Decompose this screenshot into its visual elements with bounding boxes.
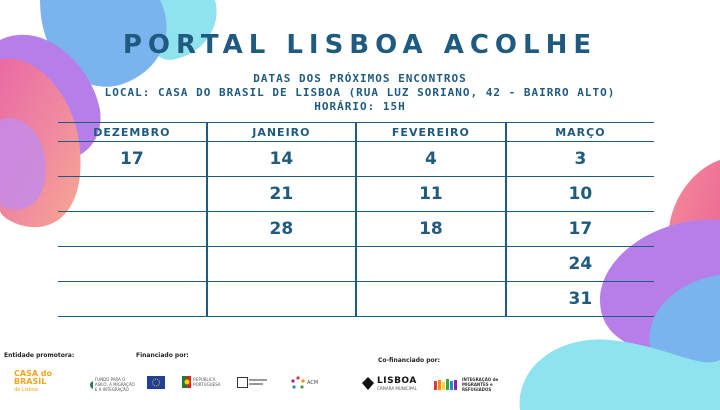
table-row xyxy=(58,247,654,282)
integracao-logo: INTEGRAÇÃO de MIGRANTES e REFUGIADOS xyxy=(434,377,508,392)
table-row xyxy=(58,282,654,317)
casa-logo-line1: CASA do xyxy=(14,369,53,378)
casa-logo-line3: de Lisboa xyxy=(14,387,38,393)
table-row xyxy=(58,177,654,212)
schedule-time: HORÁRIO: 15H xyxy=(314,100,406,113)
cofunded-by-label: Co-financiado por: xyxy=(378,357,440,364)
month-header-march: MARÇO xyxy=(506,123,654,142)
date-cell: 17 xyxy=(58,142,207,177)
casa-do-brasil-logo xyxy=(14,370,64,394)
date-cell xyxy=(356,247,506,282)
date-cell: 3 xyxy=(506,142,654,177)
month-header-december: DEZEMBRO xyxy=(58,123,207,142)
meeting-dates-table xyxy=(58,122,654,317)
governo-logo xyxy=(237,377,267,389)
meetings-heading: DATAS DOS PRÓXIMOS ENCONTROS xyxy=(253,72,467,85)
date-cell: 14 xyxy=(207,142,356,177)
republica-portuguesa-logo: REPÚBLICA PORTUGUESA xyxy=(182,376,232,388)
lisboa-icon xyxy=(362,377,374,390)
date-cell xyxy=(58,177,207,212)
month-header-row xyxy=(58,123,654,142)
date-cell: 21 xyxy=(207,177,356,212)
table-row xyxy=(58,212,654,247)
month-header-january: JANEIRO xyxy=(207,123,356,142)
month-header-february: FEVEREIRO xyxy=(356,123,506,142)
date-cell: 31 xyxy=(506,282,654,317)
date-cell xyxy=(356,282,506,317)
promoter-label: Entidade promotora: xyxy=(4,352,75,359)
funded-by-label: Financiado por: xyxy=(136,352,189,359)
integracao-icon xyxy=(434,379,460,391)
date-cell xyxy=(207,247,356,282)
eu-flag-icon xyxy=(147,376,165,389)
republica-icon xyxy=(182,376,191,388)
page-title: PORTAL LISBOA ACOLHE xyxy=(122,30,598,60)
date-cell: 10 xyxy=(506,177,654,212)
governo-icon xyxy=(237,377,267,389)
fami-icon xyxy=(88,380,93,390)
lisboa-logo: LISBOA CÂMARA MUNICIPAL xyxy=(362,376,417,391)
location-line: LOCAL: CASA DO BRASIL DE LISBOA (RUA LUZ SORIANO, 42 - BAIRRO ALTO) xyxy=(104,86,616,99)
date-cell: 28 xyxy=(207,212,356,247)
acm-logo: ACM xyxy=(291,376,318,390)
casa-logo-line2: BRASIL xyxy=(14,377,47,386)
date-cell xyxy=(58,212,207,247)
date-cell: 17 xyxy=(506,212,654,247)
acm-icon xyxy=(291,376,305,390)
table-row xyxy=(58,142,654,177)
date-cell xyxy=(207,282,356,317)
fami-logo: FUNDO PARA O ASILO, A MIGRAÇÃO E A INTEGRAÇÃO xyxy=(88,377,138,392)
date-cell xyxy=(58,282,207,317)
date-cell xyxy=(58,247,207,282)
date-cell: 11 xyxy=(356,177,506,212)
date-cell: 18 xyxy=(356,212,506,247)
date-cell: 24 xyxy=(506,247,654,282)
date-cell: 4 xyxy=(356,142,506,177)
